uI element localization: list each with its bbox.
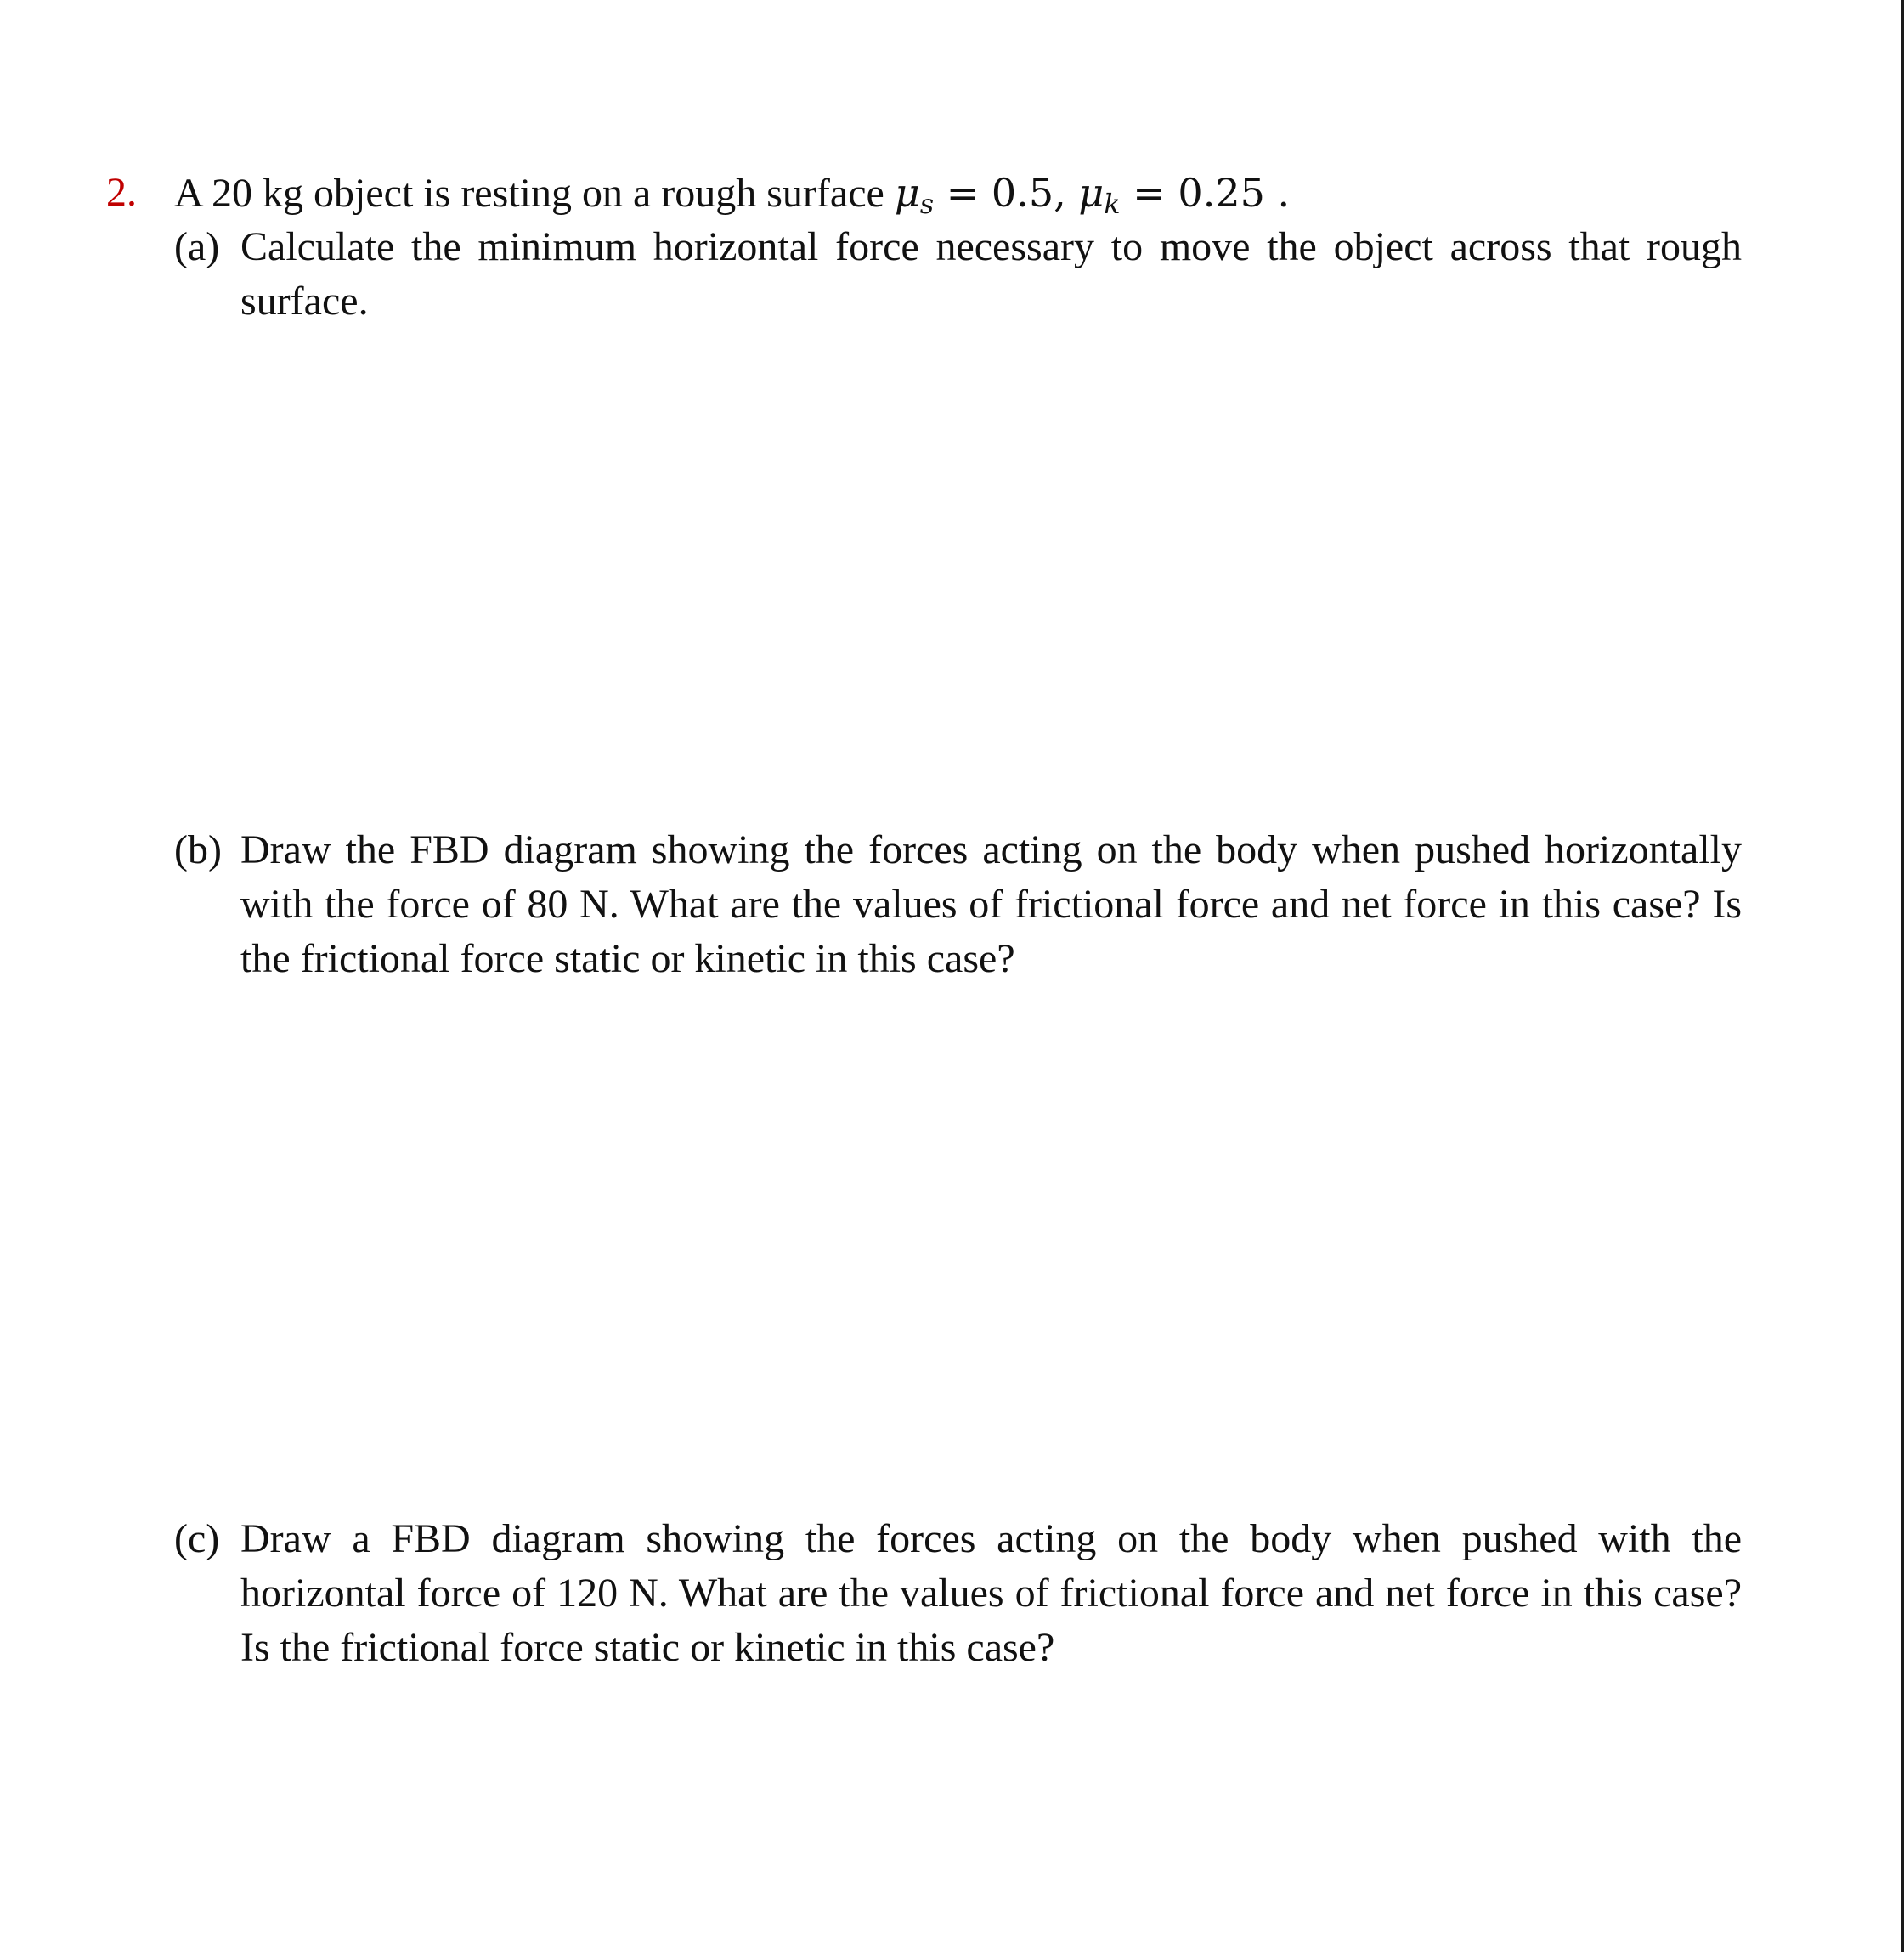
part-a-text: Calculate the minimum horizontal force necessary to move the object across that rough surface. [240, 224, 1742, 324]
part-b-text: Draw the FBD diagram showing the forces acting on the body when pushed horizontally with the force of 80 N. What are the values of frictional force and net force in this case? Is the frictional force static or kinetic in this case? [240, 827, 1742, 981]
part-a-label: (a) [174, 224, 220, 269]
mu-k-subscript: k [1104, 188, 1121, 220]
part-b-label: (b) [174, 827, 222, 872]
mu-s-subscript: s [919, 188, 935, 220]
mu-k-value: = 0.25 . [1133, 170, 1291, 216]
part-c-text: Draw a FBD diagram showing the forces acting on the body when pushed with the horizontal force of 120 N. What are the values of frictional force and net force in this case? Is the frictional force static or kinetic in this case? [240, 1516, 1742, 1670]
question-number: 2. [106, 170, 137, 215]
mu-s-symbol: μ [894, 170, 920, 216]
part-c-label: (c) [174, 1516, 220, 1561]
coefficients-equation [894, 170, 1291, 220]
mu-k-symbol: μ [1078, 170, 1105, 216]
stem-text: A 20 kg object is resting on a rough surface [174, 171, 884, 216]
mu-s-value: = 0.5, [946, 170, 1066, 216]
question-stem [174, 166, 1290, 221]
